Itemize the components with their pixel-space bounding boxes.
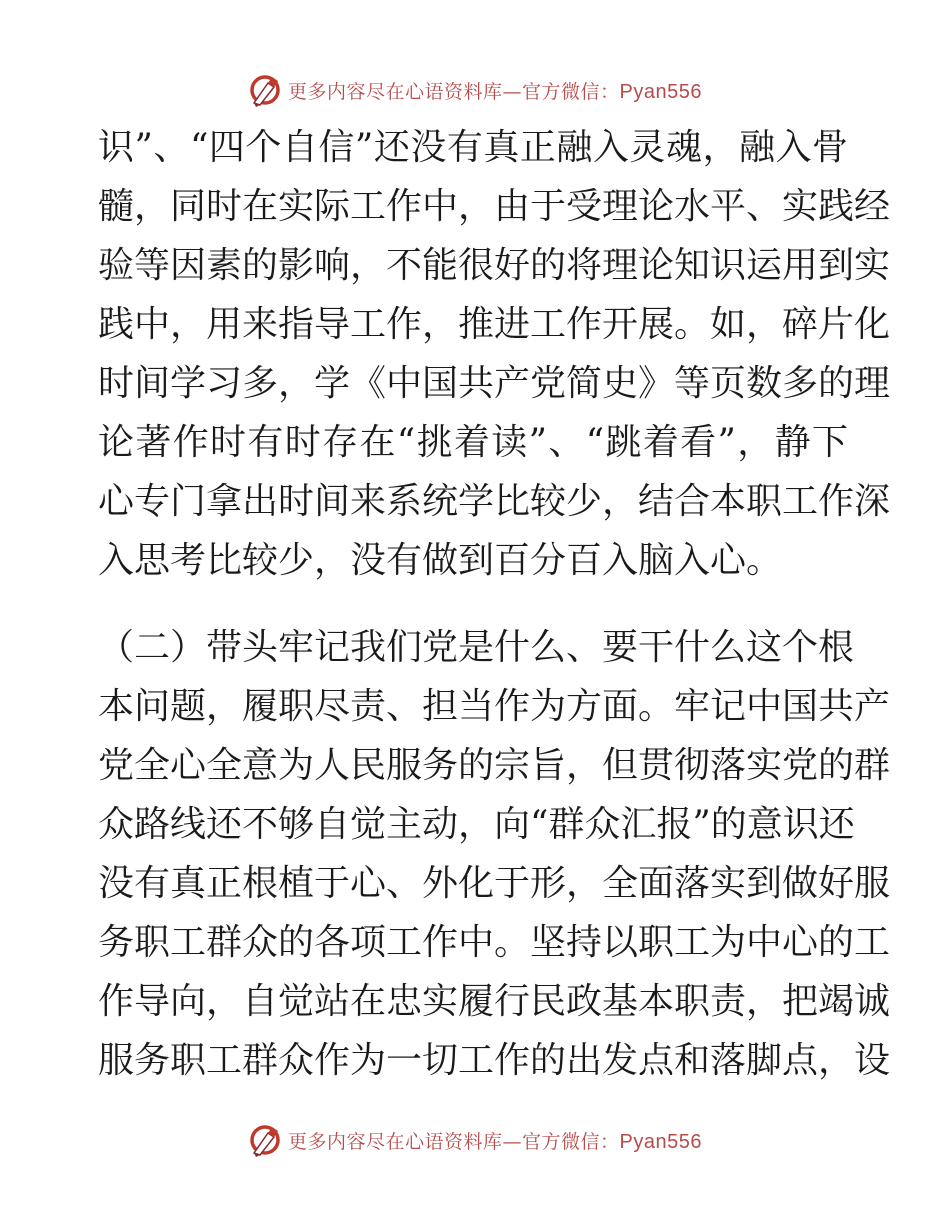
- text-line: 践中，用来指导工作，推进工作开展。如，碎片化: [98, 304, 891, 345]
- pen-circle-logo-icon: [248, 73, 282, 107]
- wechat-id: Pyan556: [619, 1130, 702, 1153]
- text-line: 入思考比较少，没有做到百分百入脑入心。: [98, 540, 783, 581]
- pen-circle-logo-icon: [248, 1123, 282, 1157]
- text-line: 髓，同时在实际工作中，由于受理论水平、实践经: [98, 186, 891, 227]
- paragraph-2: [98, 618, 891, 1090]
- banner-label: 更多内容尽在心语资料库—官方微信：: [288, 80, 620, 103]
- banner-label: 更多内容尽在心语资料库—官方微信：: [288, 1130, 620, 1153]
- banner-text: [288, 1127, 702, 1154]
- text-line: 验等因素的影响，不能很好的将理论知识运用到实: [98, 245, 891, 286]
- footer-banner: [0, 1120, 950, 1160]
- text-line: 论著作时有时存在“挑着读”、“跳着看”，静下: [98, 422, 848, 463]
- text-line: 没有真正根植于心、外化于形，全面落实到做好服: [98, 863, 891, 904]
- text-line: 服务职工群众作为一切工作的出发点和落脚点，设: [98, 1040, 891, 1081]
- paragraph-1: [98, 118, 891, 590]
- text-line: 时间学习多，学《中国共产党简史》等页数多的理: [98, 363, 891, 404]
- text-line: 党全心全意为人民服务的宗旨，但贯彻落实党的群: [98, 745, 891, 786]
- header-banner: [0, 70, 950, 110]
- document-body: [98, 118, 891, 1090]
- banner-text: [288, 77, 702, 104]
- text-line: 心专门拿出时间来系统学比较少，结合本职工作深: [98, 481, 891, 522]
- text-line: 本问题，履职尽责、担当作为方面。牢记中国共产: [98, 686, 891, 727]
- section-heading-line: （二）带头牢记我们党是什么、要干什么这个根: [98, 627, 855, 668]
- text-line: 识”、“四个自信”还没有真正融入灵魂，融入骨: [98, 127, 848, 168]
- text-line: 作导向，自觉站在忠实履行民政基本职责，把竭诚: [98, 981, 891, 1022]
- text-line: 众路线还不够自觉主动，向“群众汇报”的意识还: [98, 804, 855, 845]
- paragraph-spacer: [98, 590, 848, 618]
- wechat-id: Pyan556: [619, 80, 702, 103]
- text-line: 务职工群众的各项工作中。坚持以职工为中心的工: [98, 922, 891, 963]
